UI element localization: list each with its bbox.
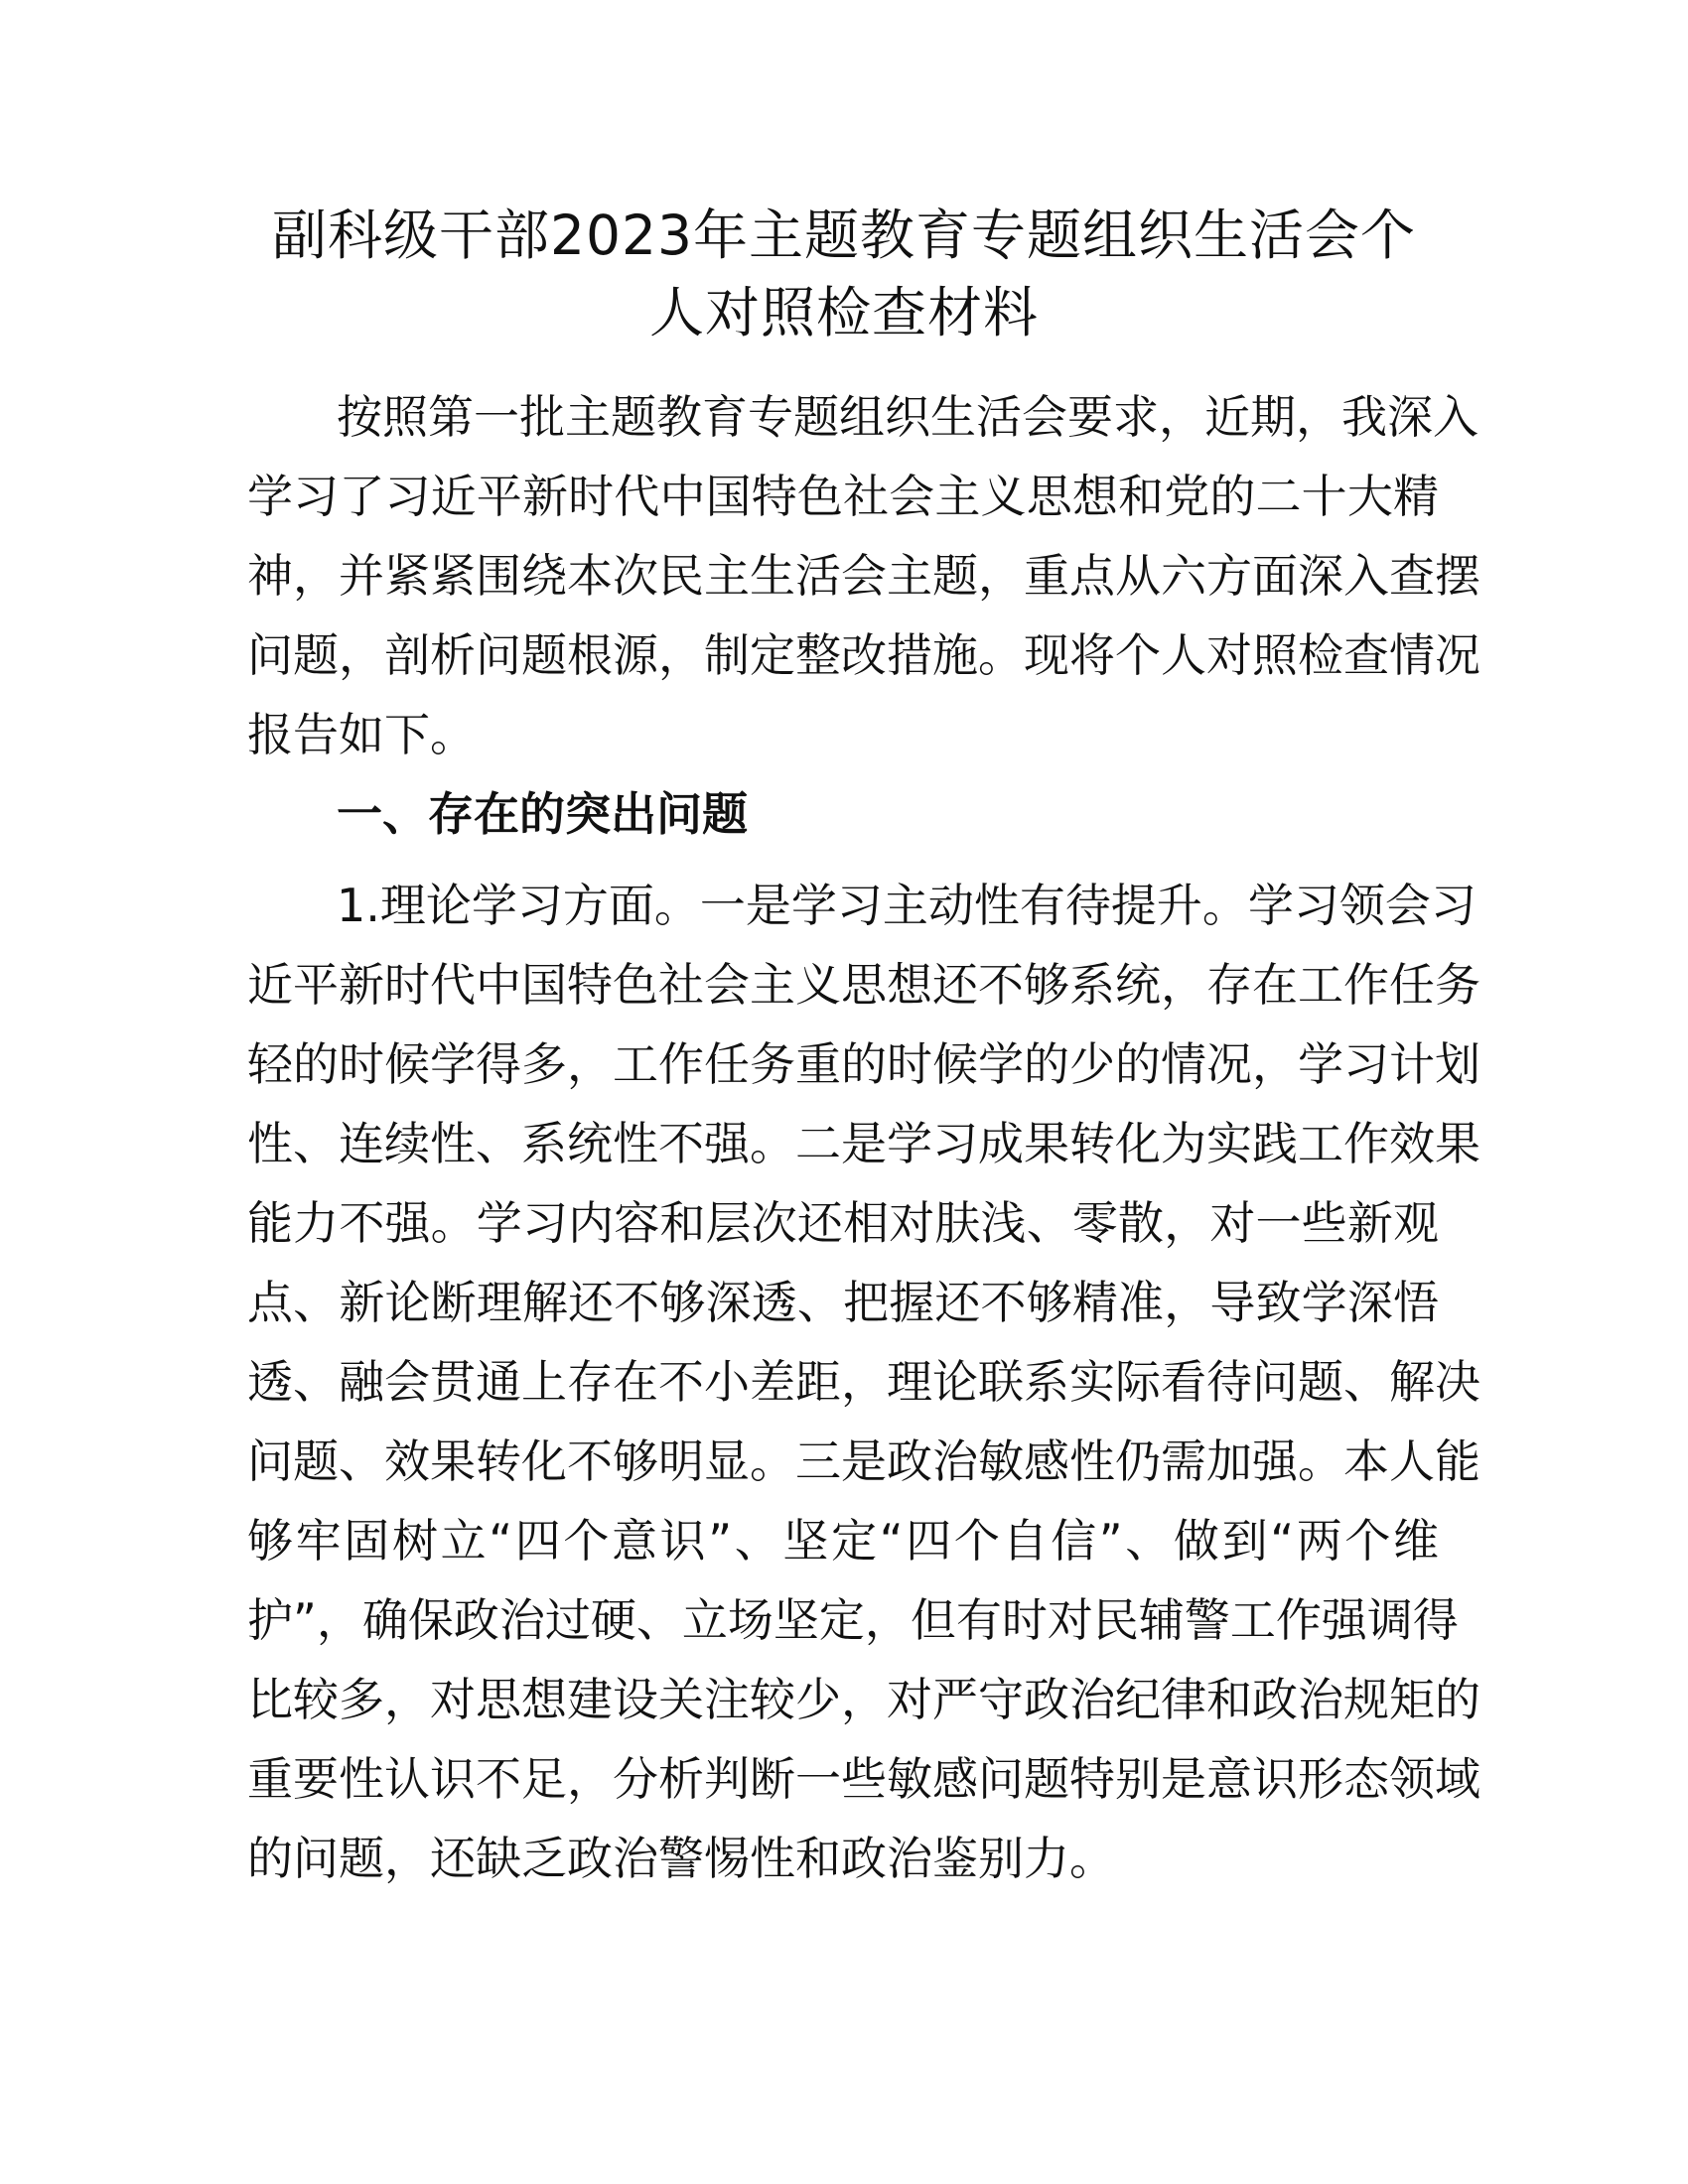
section1-line: 够牢固树立“四个意识”、坚定“四个自信”、做到“两个维 xyxy=(247,1514,1439,1568)
intro-line: 问题，剖析问题根源，制定整改措施。现将个人对照检查情况 xyxy=(247,628,1480,682)
section1-line: 近平新时代中国特色社会主义思想还不够系统，存在工作任务 xyxy=(247,958,1480,1012)
section1-line: 性、连续性、系统性不强。二是学习成果转化为实践工作效果 xyxy=(247,1117,1480,1170)
section1-line: 点、新论断理解还不够深透、把握还不够精准，导致学深悟 xyxy=(247,1276,1439,1329)
intro-line: 学习了习近平新时代中国特色社会主义思想和党的二十大精 xyxy=(247,470,1439,523)
section1-line: 的问题，还缺乏政治警惕性和政治鉴别力。 xyxy=(247,1832,1115,1885)
section1-line: 透、融会贯通上存在不小差距，理论联系实际看待问题、解决 xyxy=(247,1355,1480,1409)
section1-line: 护”，确保政治过硬、立场坚定，但有时对民辅警工作强调得 xyxy=(247,1593,1459,1647)
section1-line: 问题、效果转化不够明显。三是政治敏感性仍需加强。本人能 xyxy=(247,1434,1480,1488)
title-line-2: 人对照检查材料 xyxy=(648,281,1039,344)
intro-line: 报告如下。 xyxy=(247,708,476,761)
section1-line: 1.理论学习方面。一是学习主动性有待提升。学习领会习 xyxy=(337,879,1477,932)
section1-line: 重要性认识不足，分析判断一些敏感问题特别是意识形态领域 xyxy=(247,1752,1480,1806)
section1-line: 比较多，对思想建设关注较少，对严守政治纪律和政治规矩的 xyxy=(247,1673,1480,1726)
section-heading: 一、存在的突出问题 xyxy=(337,787,748,841)
section1-paragraph xyxy=(247,866,1480,1898)
intro-line: 按照第一批主题教育专题组织生活会要求，近期，我深入 xyxy=(337,390,1478,444)
intro-line: 神，并紧紧围绕本次民主生活会主题，重点从六方面深入查摆 xyxy=(247,549,1480,603)
document-title xyxy=(228,197,1460,351)
section1-line: 轻的时候学得多，工作任务重的时候学的少的情况，学习计划 xyxy=(247,1037,1480,1091)
intro-paragraph xyxy=(247,377,1480,774)
section1-line: 能力不强。学习内容和层次还相对肤浅、零散，对一些新观 xyxy=(247,1196,1439,1250)
title-line-1: 副科级干部2023年主题教育专题组织生活会个 xyxy=(272,204,1416,267)
